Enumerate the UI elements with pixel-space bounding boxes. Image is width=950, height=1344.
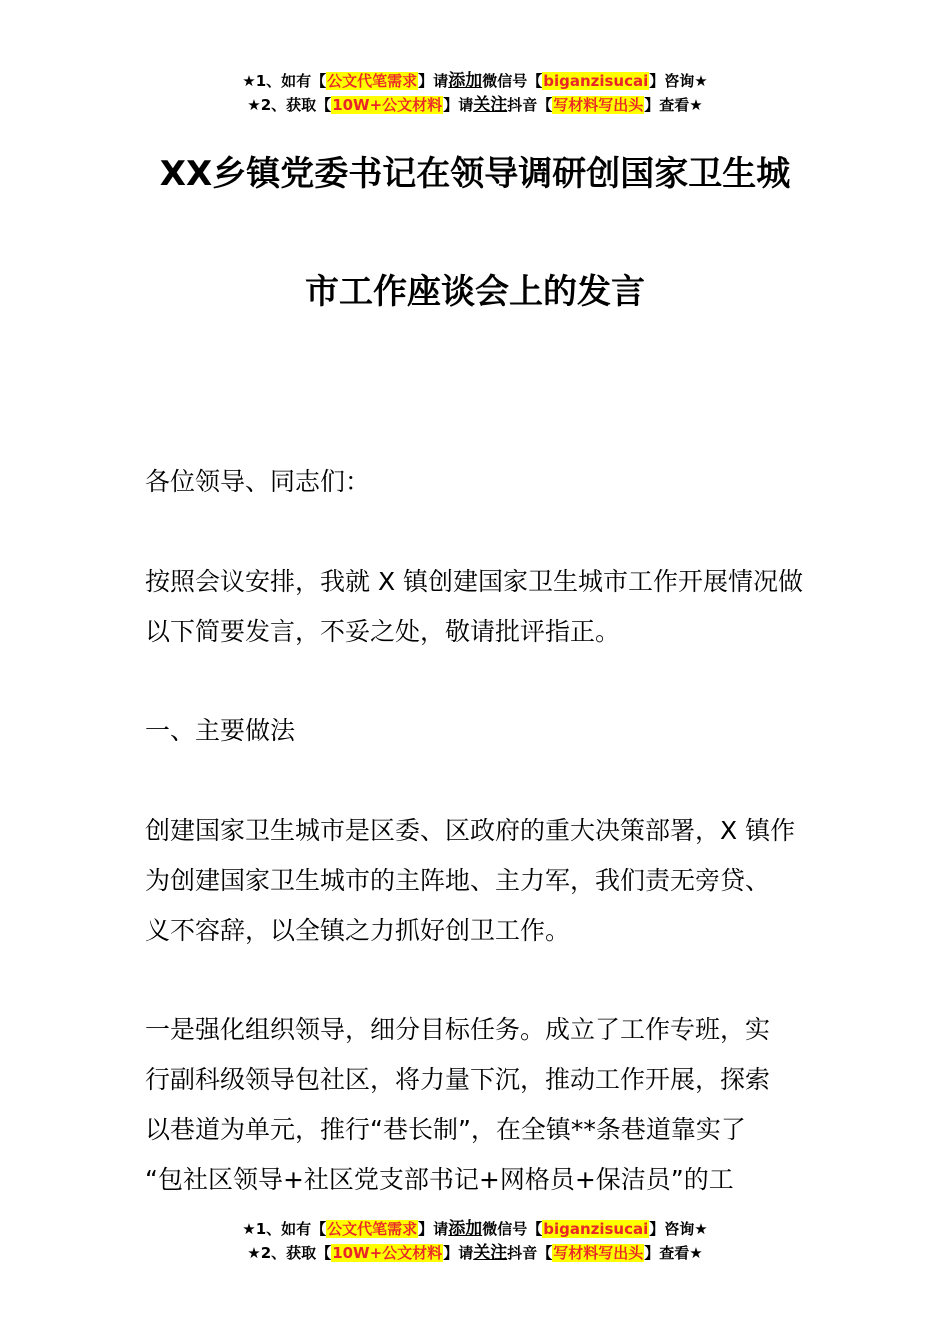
paragraph-line: 为创建国家卫生城市的主阵地、主力军，我们责无旁贷、 (145, 866, 771, 895)
banner-douyin-id: 写材料写出头 (553, 96, 644, 114)
banner-text: 】查看★ (644, 96, 703, 114)
paragraph-line: 行副科级领导包社区，将力量下沉，推动工作开展，探索 (145, 1065, 771, 1094)
banner-text: 】请 (418, 72, 449, 90)
banner-text: 抖音【 (507, 96, 553, 114)
banner-text: ★1、如有【 (242, 72, 327, 90)
document-title-line-2: 市工作座谈会上的发言 (305, 272, 645, 312)
banner-text: 】请 (443, 1244, 474, 1262)
paragraph-line: 以下简要发言，不妥之处，敬请批评指正。 (145, 617, 621, 646)
paragraph-line: 以巷道为单元，推行“巷长制”，在全镇**条巷道靠实了 (145, 1115, 746, 1144)
banner-line-1 (0, 1217, 950, 1241)
banner-text: ★2、获取【 (247, 1244, 332, 1262)
paragraph-2 (145, 1005, 810, 1205)
banner-wechat-id: biganzisucai (543, 1220, 649, 1238)
paragraph-line: 按照会议安排，我就 X 镇创建国家卫生城市工作开展情况做 (145, 567, 804, 596)
paragraph-1 (145, 806, 810, 956)
banner-text: 微信号【 (482, 1220, 543, 1238)
paragraph-line: 义不容辞，以全镇之力抓好创卫工作。 (145, 916, 571, 945)
banner-wechat-id: biganzisucai (543, 72, 649, 90)
banner-underlined-text: 关注 (473, 95, 508, 115)
paragraph-line: “包社区领导+社区党支部书记+网格员+保洁员”的工 (145, 1165, 734, 1194)
banner-text: 抖音【 (507, 1244, 553, 1262)
paragraph-line: 创建国家卫生城市是区委、区政府的重大决策部署，X 镇作 (145, 816, 796, 845)
banner-underlined-text: 添加 (448, 71, 483, 91)
promo-banner-top (0, 69, 950, 117)
salutation-text: 各位领导、同志们： (145, 467, 371, 496)
banner-highlight: 10W+公文材料 (332, 1244, 443, 1262)
promo-banner-bottom (0, 1217, 950, 1265)
banner-text: ★2、获取【 (247, 96, 332, 114)
banner-underlined-text: 添加 (448, 1219, 483, 1239)
banner-text: 】咨询★ (649, 1220, 708, 1238)
banner-line-2 (0, 1241, 950, 1265)
section-heading (145, 706, 810, 756)
salutation (145, 457, 810, 507)
paragraph-line: 一是强化组织领导，细分目标任务。成立了工作专班，实 (145, 1015, 771, 1044)
banner-douyin-id: 写材料写出头 (553, 1244, 644, 1262)
banner-highlight: 10W+公文材料 (332, 96, 443, 114)
banner-text: 】请 (443, 96, 474, 114)
banner-text: 微信号【 (482, 72, 543, 90)
banner-highlight: 公文代笔需求 (327, 1220, 418, 1238)
banner-text: ★1、如有【 (242, 1220, 327, 1238)
banner-highlight: 公文代笔需求 (327, 72, 418, 90)
intro-paragraph (145, 557, 810, 657)
banner-underlined-text: 关注 (473, 1243, 508, 1263)
banner-text: 】请 (418, 1220, 449, 1238)
banner-text: 】查看★ (644, 1244, 703, 1262)
heading-text: 一、主要做法 (145, 716, 296, 745)
banner-line-1 (0, 69, 950, 93)
document-title-line-1: XX乡镇党委书记在领导调研创国家卫生城 (159, 154, 791, 194)
banner-text: 】咨询★ (649, 72, 708, 90)
banner-line-2 (0, 93, 950, 117)
